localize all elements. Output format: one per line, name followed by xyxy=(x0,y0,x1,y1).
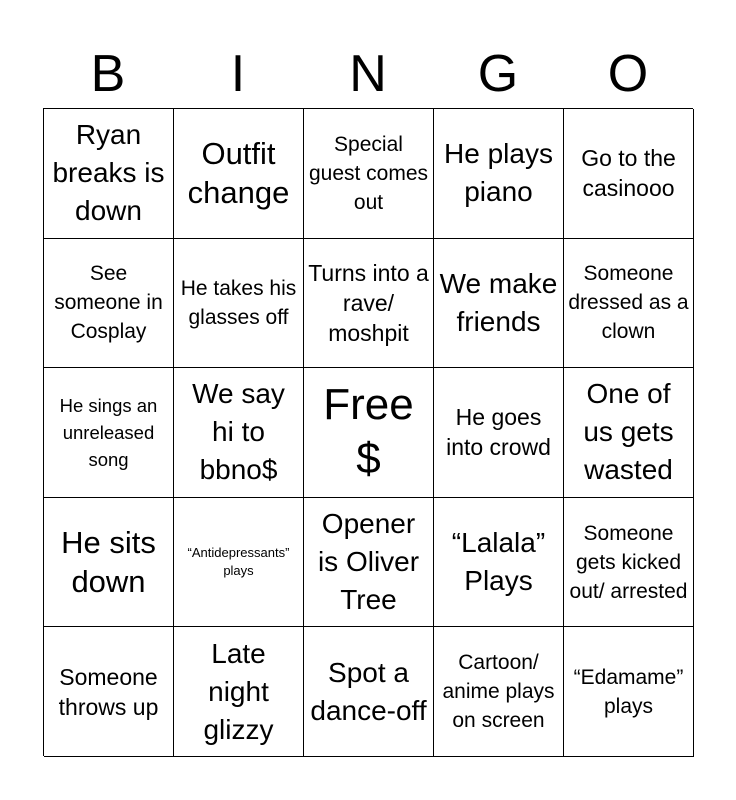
bingo-cell-r5-c4[interactable] xyxy=(434,627,564,757)
cell-text: He sits down xyxy=(61,525,156,600)
bingo-cell-r4-c2[interactable] xyxy=(174,498,304,628)
bingo-cell-r4-c4[interactable] xyxy=(434,498,564,628)
cell-text: Turns into a rave/ moshpit xyxy=(308,259,429,346)
bingo-cell-r4-c5[interactable] xyxy=(564,498,694,628)
cell-text: Someone throws up xyxy=(58,663,159,720)
bingo-cell-r4-c1[interactable] xyxy=(44,498,174,628)
bingo-board xyxy=(43,108,693,756)
bingo-cell-r3-c2[interactable] xyxy=(174,368,304,498)
cell-text: He goes into crowd xyxy=(446,404,551,461)
cell-text: Ryan breaks is down xyxy=(52,119,165,227)
bingo-cell-r1-c1[interactable] xyxy=(44,109,174,239)
header-letter-b: B xyxy=(90,45,126,103)
bingo-cell-r2-c2[interactable] xyxy=(174,239,304,369)
bingo-header xyxy=(43,40,693,108)
bingo-cell-r2-c4[interactable] xyxy=(434,239,564,369)
bingo-cell-r4-c3[interactable] xyxy=(304,498,434,628)
header-letter-g: G xyxy=(477,45,519,103)
header-letter-o: O xyxy=(607,45,649,103)
cell-text: Special guest comes out xyxy=(308,132,429,214)
cell-text: Someone gets kicked out/ arrested xyxy=(569,521,688,603)
bingo-cell-r3-c5[interactable] xyxy=(564,368,694,498)
cell-text: Cartoon/ anime plays on screen xyxy=(442,651,555,733)
bingo-cell-r1-c2[interactable] xyxy=(174,109,304,239)
cell-text: Late night glizzy xyxy=(203,637,274,745)
free-space-text: Free $ xyxy=(323,380,414,484)
cell-text: We make friends xyxy=(439,267,558,337)
cell-text: He sings an unreleased song xyxy=(59,394,158,470)
cell-text: Outfit change xyxy=(187,136,290,211)
cell-text: Opener is Oliver Tree xyxy=(317,508,420,616)
cell-text: See someone in Cosplay xyxy=(54,262,163,344)
bingo-cell-r2-c5[interactable] xyxy=(564,239,694,369)
bingo-cell-r2-c1[interactable] xyxy=(44,239,174,369)
bingo-cell-r5-c3[interactable] xyxy=(304,627,434,757)
bingo-cell-r2-c3[interactable] xyxy=(304,239,434,369)
bingo-cell-r5-c2[interactable] xyxy=(174,627,304,757)
cell-text: He plays piano xyxy=(444,138,553,208)
bingo-cell-r5-c1[interactable] xyxy=(44,627,174,757)
bingo-cell-r3-c4[interactable] xyxy=(434,368,564,498)
cell-text: “Antidepressants” plays xyxy=(187,545,290,579)
header-letter-i: I xyxy=(230,45,246,103)
bingo-cell-r1-c3[interactable] xyxy=(304,109,434,239)
bingo-cell-r5-c5[interactable] xyxy=(564,627,694,757)
cell-text: “Lalala” Plays xyxy=(451,527,546,597)
cell-text: Someone dressed as a clown xyxy=(568,262,689,344)
cell-text: Spot a dance-off xyxy=(310,656,427,726)
cell-text: One of us gets wasted xyxy=(583,378,674,486)
bingo-cell-r3-c1[interactable] xyxy=(44,368,174,498)
cell-text: “Edamame” plays xyxy=(573,665,684,718)
bingo-cell-r1-c5[interactable] xyxy=(564,109,694,239)
cell-text: We say hi to bbno$ xyxy=(192,378,285,486)
bingo-cell-free[interactable] xyxy=(304,368,434,498)
cell-text: Go to the casinooo xyxy=(581,145,676,202)
bingo-cell-r1-c4[interactable] xyxy=(434,109,564,239)
cell-text: He takes his glasses off xyxy=(180,276,297,329)
header-letter-n: N xyxy=(349,45,387,103)
